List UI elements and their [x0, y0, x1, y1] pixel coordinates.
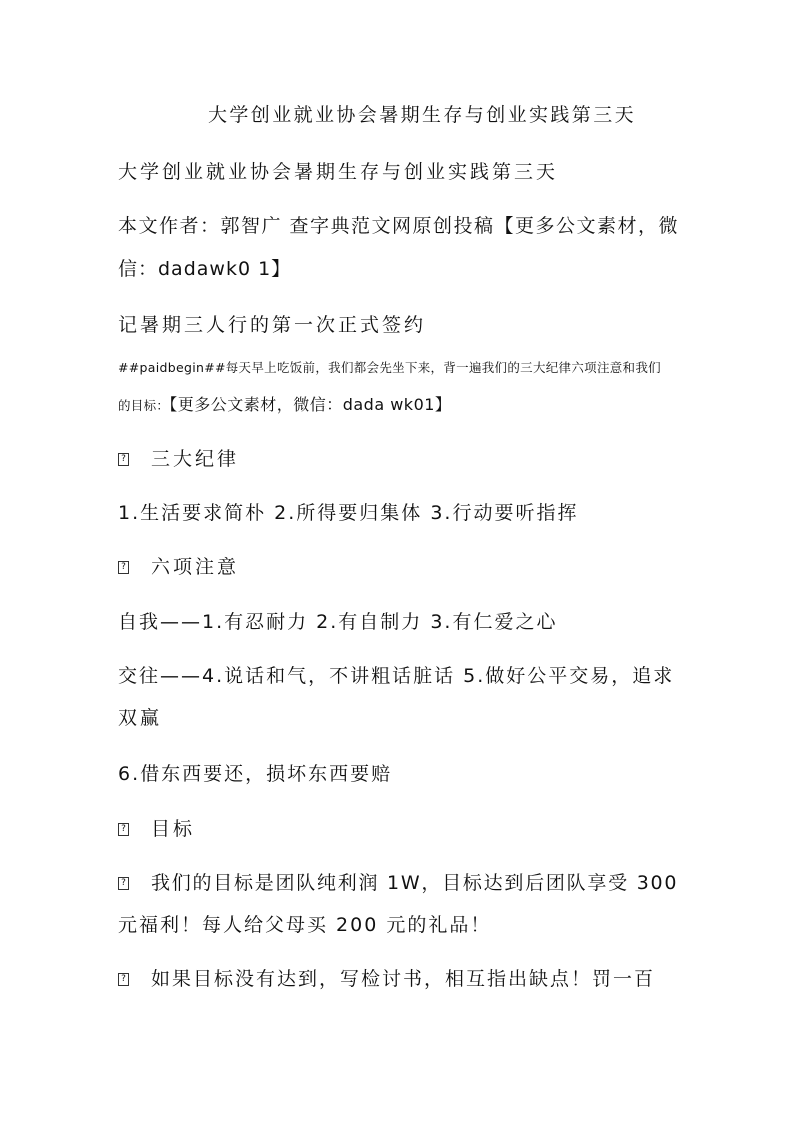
author-line-1: 本文作者：郭智广 查字典范文网原创投稿【更多公文素材，微	[118, 215, 680, 237]
bullet-icon: ?	[118, 561, 129, 574]
failure-row	[118, 970, 655, 989]
bullet-icon: ?	[118, 877, 129, 890]
failure-line-1: 如果目标没有达到，写检讨书，相互指出缺点！罚一百	[151, 968, 656, 990]
attention-self: 自我——1.有忍耐力 2.有自制力 3.有仁爱之心	[118, 611, 558, 633]
section-heading: 记暑期三人行的第一次正式签约	[118, 314, 427, 336]
attention-social-line-1: 交往——4.说话和气，不讲粗话脏话 5.做好公平交易，追求	[118, 665, 675, 687]
intro-line-2-suffix: 【更多公文素材，微信：dada wk01】	[169, 395, 452, 414]
author-line-2: 信：dadawk0 1】	[118, 258, 292, 280]
discipline-items: 1.生活要求简朴 2.所得要归集体 3.行动要听指挥	[118, 502, 579, 524]
intro-line-2-prefix: 的目标：	[118, 398, 170, 413]
goal-row	[118, 874, 678, 893]
attention-social-line-2: 双赢	[118, 707, 163, 729]
bullet-icon: ?	[118, 973, 129, 986]
goal-line-2: 元福利！每人给父母买 200 元的礼品！	[118, 914, 492, 936]
bullet-icon: ?	[118, 453, 129, 466]
intro-line-1: ##paidbegin##每天早上吃饭前，我们都会先坐下来，背一遍我们的三大纪律六项注意和我们	[118, 360, 661, 375]
document-title: 大学创业就业协会暑期生存与创业实践第三天	[208, 104, 637, 126]
discipline-heading-row	[118, 450, 239, 469]
goal-heading: 目标	[151, 818, 196, 840]
attention-item-6: 6.借东西要还，损坏东西要赔	[118, 763, 393, 785]
goal-line-1: 我们的目标是团队纯利润 1W，目标达到后团队享受 300	[151, 872, 679, 894]
document-subtitle: 大学创业就业协会暑期生存与创业实践第三天	[118, 161, 559, 183]
intro-line-2	[118, 397, 451, 413]
bullet-icon: ?	[118, 823, 129, 836]
discipline-heading: 三大纪律	[151, 448, 240, 470]
goal-heading-row	[118, 820, 195, 839]
attention-heading-row	[118, 558, 239, 577]
attention-heading: 六项注意	[151, 556, 240, 578]
